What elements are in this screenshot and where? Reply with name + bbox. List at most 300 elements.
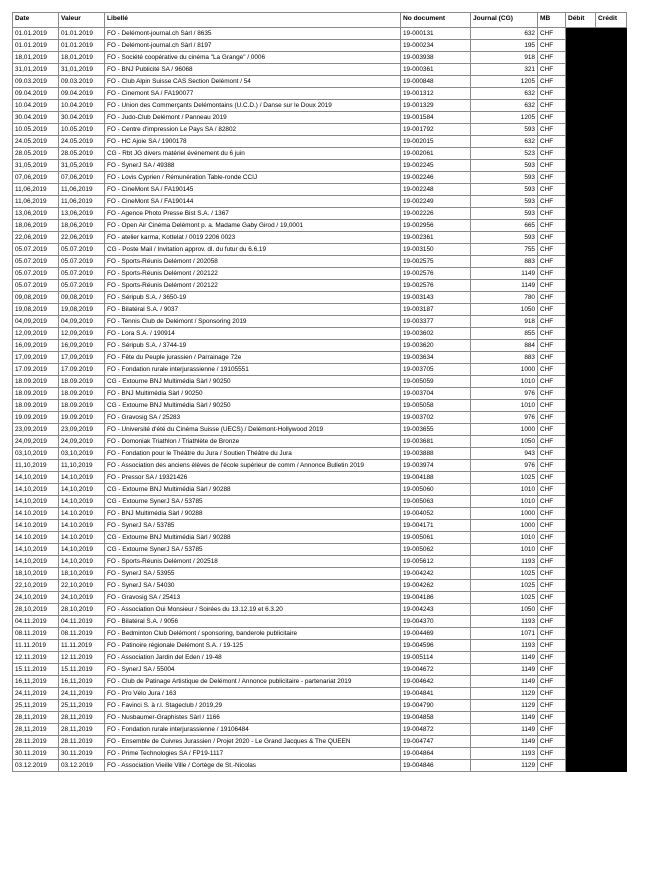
cell-valeur: 23,09,2019 [59,424,105,436]
cell-no-document: 19-005059 [401,376,471,388]
cell-valeur: 08.11.2019 [59,628,105,640]
cell-date: 28,11,2019 [13,724,59,736]
cell-credit-redacted [596,364,627,376]
cell-credit-redacted [596,304,627,316]
cell-no-document: 19-003974 [401,460,471,472]
cell-valeur: 18,01,2019 [59,52,105,64]
table-row [13,664,627,676]
cell-debit-redacted [566,544,596,556]
table-row [13,328,627,340]
cell-credit-redacted [596,520,627,532]
table-row [13,652,627,664]
cell-no-document: 19-003377 [401,316,471,328]
cell-date: 30.04.2019 [13,112,59,124]
cell-mb: CHF [538,664,566,676]
cell-journal: 1000 [471,520,538,532]
table-row [13,208,627,220]
table-row [13,616,627,628]
cell-journal: 1010 [471,376,538,388]
cell-mb: CHF [538,304,566,316]
cell-libelle: FO - Pro Vélo Jura / 163 [105,688,401,700]
cell-mb: CHF [538,748,566,760]
cell-no-document: 19-002576 [401,280,471,292]
cell-date: 31,05,2019 [13,160,59,172]
cell-mb: CHF [538,628,566,640]
cell-journal: 855 [471,328,538,340]
table-row [13,280,627,292]
cell-mb: CHF [538,376,566,388]
cell-credit-redacted [596,724,627,736]
cell-date: 15.11.2019 [13,664,59,676]
cell-debit-redacted [566,352,596,364]
cell-debit-redacted [566,652,596,664]
cell-date: 18,01,2019 [13,52,59,64]
cell-credit-redacted [596,712,627,724]
cell-no-document: 19-005114 [401,652,471,664]
cell-date: 07,06,2019 [13,172,59,184]
cell-no-document: 19-004262 [401,580,471,592]
cell-no-document: 19-004790 [401,700,471,712]
cell-journal: 195 [471,40,538,52]
cell-no-document: 19-002361 [401,232,471,244]
cell-journal: 918 [471,52,538,64]
cell-mb: CHF [538,196,566,208]
table-row [13,472,627,484]
cell-libelle: FO - Ensemble de Cuivres Jurassien / Projet 2020 - Le Grand Jacques & The QUEEN [105,736,401,748]
cell-no-document: 19-004672 [401,664,471,676]
cell-mb: CHF [538,568,566,580]
cell-valeur: 14,10,2019 [59,472,105,484]
cell-libelle: FO - BNJ Multimédia Sàrl / 90288 [105,508,401,520]
table-row [13,340,627,352]
cell-no-document: 19-004872 [401,724,471,736]
cell-no-document: 19-005062 [401,544,471,556]
cell-libelle: FO - Association Vieille Ville / Cortège de St.-Nicolas [105,760,401,772]
cell-mb: CHF [538,688,566,700]
cell-mb: CHF [538,232,566,244]
cell-valeur: 09,08,2019 [59,292,105,304]
cell-valeur: 12.11.2019 [59,652,105,664]
cell-valeur: 14.10.2019 [59,532,105,544]
cell-journal: 632 [471,136,538,148]
cell-valeur: 14,10,2019 [59,556,105,568]
cell-credit-redacted [596,28,627,40]
cell-debit-redacted [566,664,596,676]
cell-no-document: 19-004242 [401,568,471,580]
cell-debit-redacted [566,280,596,292]
table-row [13,760,627,772]
cell-no-document: 19-005063 [401,496,471,508]
cell-debit-redacted [566,532,596,544]
table-row [13,568,627,580]
cell-credit-redacted [596,256,627,268]
cell-valeur: 16,11,2019 [59,676,105,688]
cell-credit-redacted [596,388,627,400]
cell-journal: 1129 [471,760,538,772]
cell-mb: CHF [538,88,566,100]
cell-credit-redacted [596,640,627,652]
cell-date: 05.07.2019 [13,244,59,256]
table-row [13,256,627,268]
col-header-no-document: No document [401,13,471,28]
cell-mb: CHF [538,28,566,40]
cell-debit-redacted [566,40,596,52]
cell-debit-redacted [566,448,596,460]
cell-mb: CHF [538,172,566,184]
cell-libelle: FO - HC Ajoie SA / 1900178 [105,136,401,148]
cell-debit-redacted [566,700,596,712]
cell-valeur: 15.11.2019 [59,664,105,676]
cell-valeur: 24,09,2019 [59,436,105,448]
cell-valeur: 19,08,2019 [59,304,105,316]
cell-debit-redacted [566,592,596,604]
cell-mb: CHF [538,100,566,112]
table-row [13,160,627,172]
cell-no-document: 19-002576 [401,268,471,280]
cell-date: 22,10,2019 [13,580,59,592]
cell-libelle: FO - Sports-Réunis Delémont / 202518 [105,556,401,568]
cell-debit-redacted [566,136,596,148]
cell-debit-redacted [566,112,596,124]
cell-date: 11.11.2019 [13,640,59,652]
cell-valeur: 01.01.2019 [59,28,105,40]
cell-libelle: FO - Association Oui Monsieur / Soirées du 13.12.19 et 6.3.20 [105,604,401,616]
table-row [13,220,627,232]
cell-debit-redacted [566,712,596,724]
cell-debit-redacted [566,724,596,736]
cell-credit-redacted [596,40,627,52]
cell-no-document: 19-003143 [401,292,471,304]
cell-date: 18.09.2019 [13,388,59,400]
cell-credit-redacted [596,376,627,388]
cell-journal: 1050 [471,304,538,316]
cell-journal: 632 [471,88,538,100]
cell-journal: 976 [471,388,538,400]
cell-credit-redacted [596,172,627,184]
cell-valeur: 16,09,2019 [59,340,105,352]
cell-libelle: FO - Cinemont SA / FA190077 [105,88,401,100]
cell-no-document: 19-003187 [401,304,471,316]
cell-credit-redacted [596,460,627,472]
cell-journal: 1129 [471,688,538,700]
cell-libelle: FO - Fête du Peuple jurassien / Parrainage 72e [105,352,401,364]
header-row [13,13,627,28]
cell-date: 14.10.2019 [13,508,59,520]
cell-credit-redacted [596,124,627,136]
cell-date: 11,06,2019 [13,196,59,208]
cell-libelle: CG - Extourne SynerJ SA / 53785 [105,496,401,508]
cell-libelle: FO - Tennis Club de Delémont / Sponsoring 2019 [105,316,401,328]
cell-credit-redacted [596,232,627,244]
cell-journal: 1149 [471,664,538,676]
cell-mb: CHF [538,496,566,508]
cell-valeur: 28.11.2019 [59,736,105,748]
cell-debit-redacted [566,340,596,352]
cell-no-document: 19-002061 [401,148,471,160]
cell-credit-redacted [596,556,627,568]
cell-debit-redacted [566,364,596,376]
cell-debit-redacted [566,100,596,112]
cell-debit-redacted [566,376,596,388]
cell-debit-redacted [566,628,596,640]
cell-credit-redacted [596,748,627,760]
cell-valeur: 13,06,2019 [59,208,105,220]
table-row [13,40,627,52]
cell-mb: CHF [538,208,566,220]
table-row [13,304,627,316]
cell-mb: CHF [538,736,566,748]
cell-libelle: FO - Domoniak Triathlon / Triathlète de Bronze [105,436,401,448]
cell-valeur: 17,09,2019 [59,352,105,364]
cell-mb: CHF [538,352,566,364]
cell-date: 09,08,2019 [13,292,59,304]
cell-no-document: 19-004747 [401,736,471,748]
cell-date: 28.05.2019 [13,148,59,160]
cell-debit-redacted [566,508,596,520]
table-row [13,196,627,208]
table-row [13,232,627,244]
cell-no-document: 19-004841 [401,688,471,700]
cell-date: 11,06,2019 [13,184,59,196]
cell-journal: 1149 [471,724,538,736]
cell-libelle: FO - SynerJ SA / 49388 [105,160,401,172]
cell-journal: 1149 [471,280,538,292]
cell-mb: CHF [538,184,566,196]
cell-libelle: FO - Lora S.A. / 190914 [105,328,401,340]
col-header-valeur: Valeur [59,13,105,28]
cell-journal: 1000 [471,364,538,376]
cell-valeur: 24,11,2019 [59,688,105,700]
cell-no-document: 19-000361 [401,64,471,76]
cell-credit-redacted [596,292,627,304]
cell-date: 05.07.2019 [13,256,59,268]
cell-debit-redacted [566,304,596,316]
cell-no-document: 19-004858 [401,712,471,724]
cell-valeur: 11,06,2019 [59,196,105,208]
cell-valeur: 04,09,2019 [59,316,105,328]
cell-credit-redacted [596,604,627,616]
cell-valeur: 18.09.2019 [59,376,105,388]
cell-journal: 1193 [471,640,538,652]
cell-debit-redacted [566,460,596,472]
cell-no-document: 19-003938 [401,52,471,64]
table-row [13,736,627,748]
table-row [13,712,627,724]
cell-debit-redacted [566,64,596,76]
cell-date: 25,11,2019 [13,700,59,712]
cell-libelle: CG - Extourne BNJ Multimédia Sàrl / 90250 [105,400,401,412]
cell-date: 28,10,2019 [13,604,59,616]
cell-libelle: FO - Bilatéral S.A. / 9037 [105,304,401,316]
cell-debit-redacted [566,160,596,172]
cell-journal: 1000 [471,424,538,436]
cell-valeur: 18,10,2019 [59,568,105,580]
table-row [13,724,627,736]
cell-valeur: 05.07.2019 [59,244,105,256]
cell-valeur: 18,06,2019 [59,220,105,232]
cell-mb: CHF [538,532,566,544]
table-row [13,580,627,592]
cell-journal: 1129 [471,700,538,712]
cell-date: 05.07.2019 [13,280,59,292]
cell-credit-redacted [596,52,627,64]
cell-mb: CHF [538,592,566,604]
cell-libelle: FO - Gravosig SA / 25413 [105,592,401,604]
cell-journal: 1050 [471,604,538,616]
cell-mb: CHF [538,508,566,520]
cell-journal: 593 [471,196,538,208]
cell-libelle: FO - Lovis Cyprien / Rémunération Table-ronde CCIJ [105,172,401,184]
cell-date: 04.11.2019 [13,616,59,628]
cell-libelle: FO - Delémont-journal.ch Sàrl / 8197 [105,40,401,52]
cell-libelle: FO - SynerJ SA / 54030 [105,580,401,592]
col-header-credit: Crédit [596,13,627,28]
cell-credit-redacted [596,220,627,232]
cell-debit-redacted [566,88,596,100]
cell-no-document: 19-004469 [401,628,471,640]
cell-date: 04,09,2019 [13,316,59,328]
cell-debit-redacted [566,436,596,448]
cell-valeur: 14,10,2019 [59,484,105,496]
cell-journal: 1205 [471,76,538,88]
cell-date: 10.05.2019 [13,124,59,136]
cell-mb: CHF [538,520,566,532]
cell-valeur: 10.05.2019 [59,124,105,136]
cell-date: 16,11,2019 [13,676,59,688]
cell-libelle: FO - SynerJ SA / 55004 [105,664,401,676]
cell-debit-redacted [566,640,596,652]
cell-debit-redacted [566,388,596,400]
cell-libelle: FO - Sports-Réunis Delémont / 202122 [105,280,401,292]
cell-libelle: FO - Bilatéral S.A. / 9056 [105,616,401,628]
cell-date: 22,06,2019 [13,232,59,244]
cell-journal: 780 [471,292,538,304]
cell-date: 24.05.2019 [13,136,59,148]
cell-date: 03,10,2019 [13,448,59,460]
cell-mb: CHF [538,256,566,268]
cell-valeur: 03.12.2019 [59,760,105,772]
table-row [13,640,627,652]
cell-valeur: 28.05.2019 [59,148,105,160]
table-row [13,496,627,508]
cell-date: 12,09,2019 [13,328,59,340]
cell-date: 24,11,2019 [13,688,59,700]
cell-mb: CHF [538,604,566,616]
table-row [13,364,627,376]
cell-date: 08.11.2019 [13,628,59,640]
table-row [13,688,627,700]
cell-no-document: 19-002956 [401,220,471,232]
cell-credit-redacted [596,184,627,196]
cell-date: 12.11.2019 [13,652,59,664]
cell-date: 24,10,2019 [13,592,59,604]
cell-debit-redacted [566,580,596,592]
table-row [13,604,627,616]
cell-credit-redacted [596,592,627,604]
table-row [13,376,627,388]
cell-debit-redacted [566,688,596,700]
cell-mb: CHF [538,616,566,628]
cell-debit-redacted [566,124,596,136]
table-row [13,748,627,760]
cell-mb: CHF [538,580,566,592]
cell-mb: CHF [538,112,566,124]
cell-mb: CHF [538,724,566,736]
cell-debit-redacted [566,172,596,184]
cell-no-document: 19-004188 [401,472,471,484]
cell-no-document: 19-004186 [401,592,471,604]
cell-journal: 976 [471,412,538,424]
cell-valeur: 11.11.2019 [59,640,105,652]
cell-valeur: 05.07.2019 [59,280,105,292]
cell-credit-redacted [596,448,627,460]
cell-no-document: 19-002015 [401,136,471,148]
cell-date: 14,10,2019 [13,544,59,556]
cell-libelle: FO - Favinci S. à r.l. Stageclub / 2019,29 [105,700,401,712]
cell-journal: 1000 [471,508,538,520]
cell-no-document: 19-004642 [401,676,471,688]
cell-mb: CHF [538,280,566,292]
cell-credit-redacted [596,688,627,700]
table-row [13,112,627,124]
cell-date: 31,01,2019 [13,64,59,76]
cell-journal: 1193 [471,556,538,568]
cell-journal: 1050 [471,436,538,448]
cell-valeur: 31,01,2019 [59,64,105,76]
cell-date: 13,06,2019 [13,208,59,220]
cell-no-document: 19-002226 [401,208,471,220]
cell-libelle: FO - Club de Patinage Artistique de Delémont / Annonce publicitaire - partenariat 2019 [105,676,401,688]
cell-no-document: 19-001792 [401,124,471,136]
cell-libelle: FO - CineMont SA / FA190145 [105,184,401,196]
ledger-body [13,28,627,772]
cell-valeur: 28,11,2019 [59,712,105,724]
cell-mb: CHF [538,436,566,448]
cell-credit-redacted [596,208,627,220]
cell-credit-redacted [596,484,627,496]
cell-journal: 593 [471,124,538,136]
cell-date: 14.10.2019 [13,532,59,544]
cell-no-document: 19-001584 [401,112,471,124]
cell-mb: CHF [538,268,566,280]
cell-mb: CHF [538,316,566,328]
cell-mb: CHF [538,712,566,724]
cell-debit-redacted [566,220,596,232]
table-row [13,76,627,88]
cell-credit-redacted [596,196,627,208]
table-row [13,544,627,556]
cell-no-document: 19-003602 [401,328,471,340]
cell-credit-redacted [596,352,627,364]
cell-credit-redacted [596,316,627,328]
cell-credit-redacted [596,760,627,772]
cell-journal: 1149 [471,712,538,724]
cell-debit-redacted [566,52,596,64]
cell-debit-redacted [566,616,596,628]
table-row [13,124,627,136]
cell-libelle: FO - Fondation rurale interjurassienne / 19105551 [105,364,401,376]
cell-no-document: 19-003888 [401,448,471,460]
cell-valeur: 28,10,2019 [59,604,105,616]
cell-credit-redacted [596,412,627,424]
cell-valeur: 24,10,2019 [59,592,105,604]
cell-debit-redacted [566,76,596,88]
cell-mb: CHF [538,244,566,256]
cell-debit-redacted [566,208,596,220]
cell-no-document: 19-001312 [401,88,471,100]
cell-libelle: CG - Poste Mail / Invitation approv. dl. du futur du 6.6.19 [105,244,401,256]
cell-libelle: FO - Judo-Club Delémont / Panneau 2019 [105,112,401,124]
